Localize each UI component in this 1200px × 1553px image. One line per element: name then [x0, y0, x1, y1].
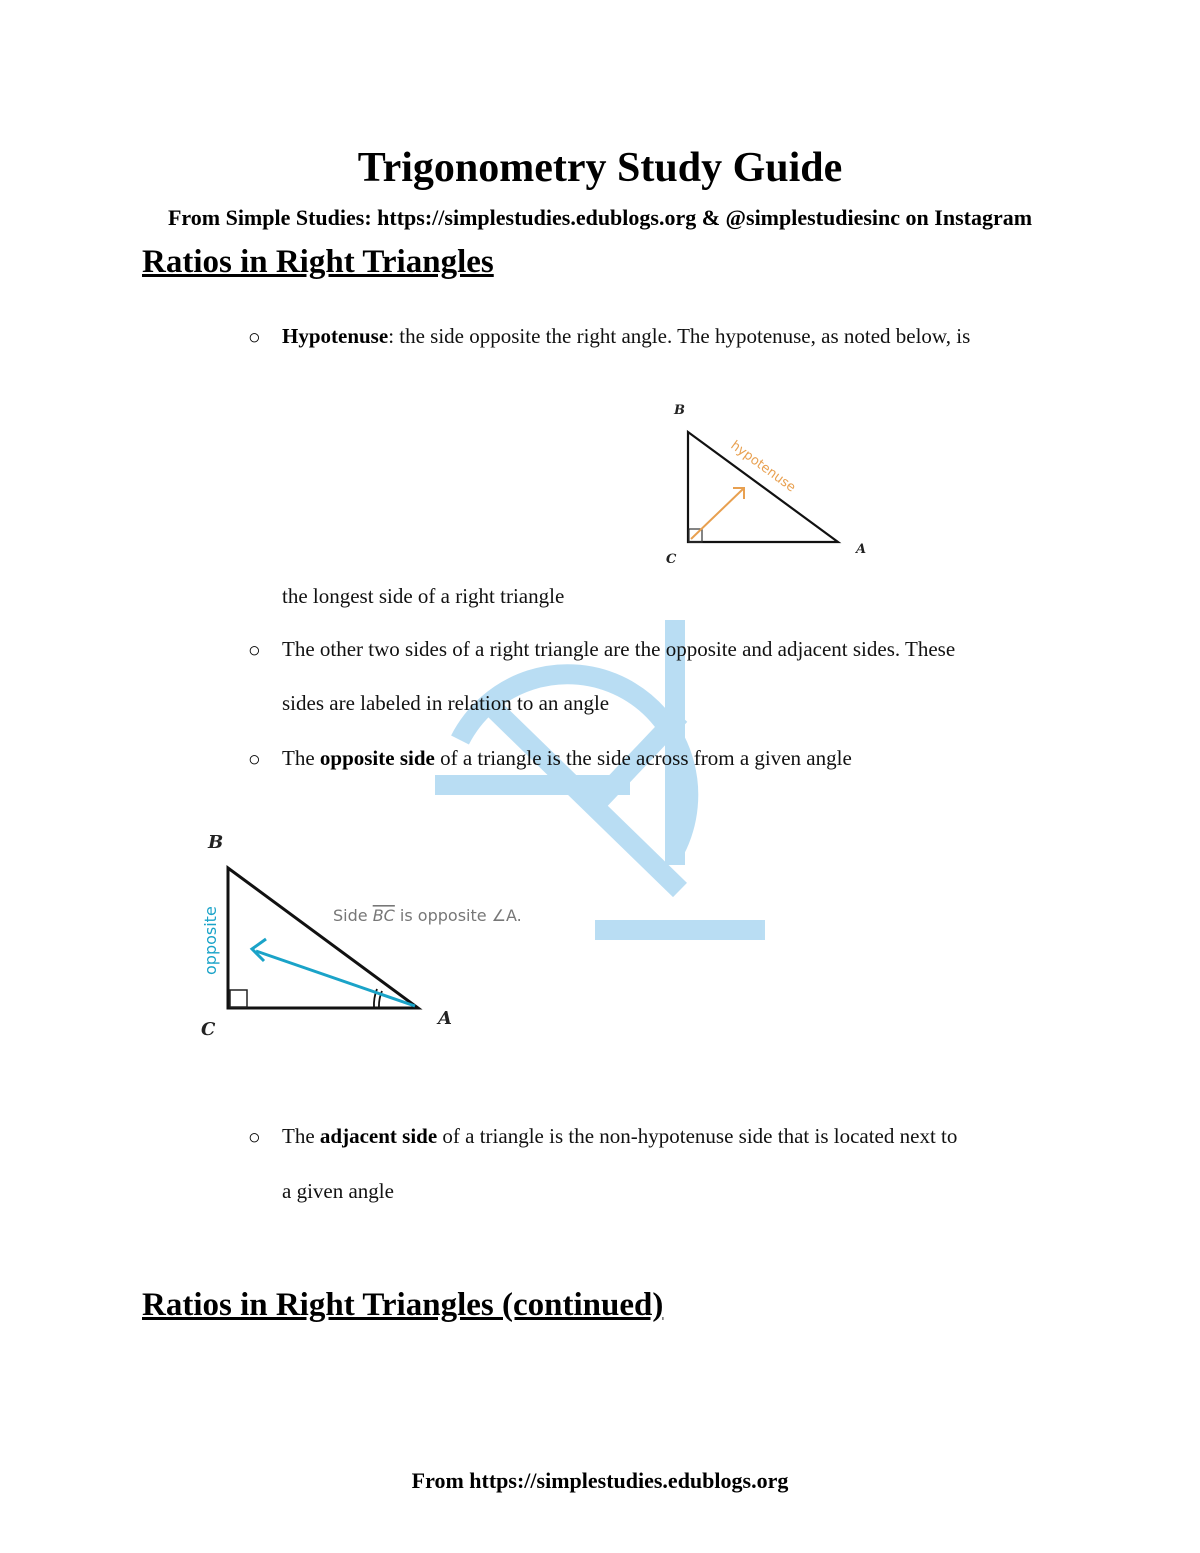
triangle-outline	[228, 868, 418, 1008]
arrow-head	[252, 939, 266, 961]
vertex-c-label: C	[666, 552, 677, 567]
vertex-c-label: C	[201, 1019, 216, 1040]
opposite-caption: Side BC is opposite ∠A.	[333, 906, 522, 925]
bullet-marker: ○	[248, 638, 261, 662]
triangle-outline	[688, 432, 838, 542]
bullet-marker: ○	[248, 1125, 261, 1149]
vertex-a-label: A	[856, 542, 867, 557]
bullet-marker: ○	[248, 747, 261, 771]
opposite-side-definition: The opposite side of a triangle is the side across from a given angle	[282, 746, 852, 770]
term-opposite-side: opposite side	[319, 746, 435, 770]
opposite-side-triangle-diagram	[190, 825, 560, 1045]
section-heading-ratios: Ratios in Right Triangles	[142, 244, 494, 280]
hypotenuse-definition-line1: Hypotenuse: the side opposite the right angle. The hypotenuse, as noted below, is	[282, 324, 971, 348]
other-sides-line2: sides are labeled in relation to an angle	[282, 691, 610, 715]
vertex-b-label: B	[674, 403, 685, 418]
arrow-line	[691, 489, 743, 539]
term-hypotenuse: Hypotenuse	[282, 324, 389, 348]
term-adjacent-side: adjacent side	[319, 1124, 438, 1148]
hypotenuse-definition-line2: the longest side of a right triangle	[282, 584, 565, 608]
vertex-a-label: A	[438, 1008, 452, 1029]
page-title: Trigonometry Study Guide	[357, 145, 843, 191]
hypotenuse-side-label: hypotenuse	[727, 438, 799, 496]
vertex-b-label: B	[208, 832, 224, 853]
adjacent-side-definition-line2: a given angle	[282, 1179, 394, 1203]
bullet-marker: ○	[248, 325, 261, 349]
page-footer: From https://simplestudies.edublogs.org	[411, 1468, 789, 1493]
page-subtitle: From Simple Studies: https://simplestudies.edublogs.org & @simplestudiesinc on Instagram	[167, 205, 1033, 230]
section-heading-ratios-continued: Ratios in Right Triangles (continued)	[142, 1287, 664, 1323]
other-sides-line1: The other two sides of a right triangle are the opposite and adjacent sides. These	[282, 637, 956, 661]
arrow-line	[256, 951, 415, 1006]
opposite-side-label: opposite	[201, 906, 220, 975]
adjacent-side-definition-line1: The adjacent side of a triangle is the non-hypotenuse side that is located next to	[282, 1124, 958, 1148]
hypotenuse-triangle-diagram	[655, 395, 880, 575]
right-angle-marker	[230, 990, 247, 1007]
